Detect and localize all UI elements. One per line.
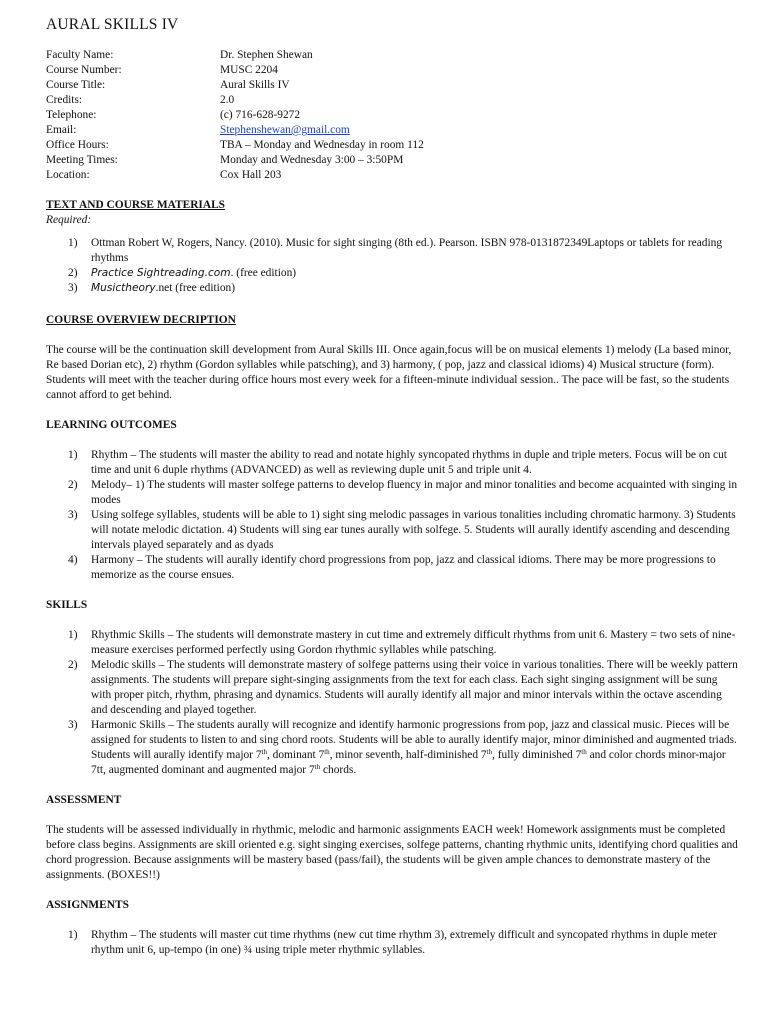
info-value: 2.0 (220, 94, 235, 106)
info-row-course-number (46, 63, 748, 78)
info-row-email (46, 123, 748, 138)
skills-list (46, 628, 748, 778)
list-item (46, 508, 748, 553)
info-value: (c) 716-628-9272 (220, 109, 301, 121)
info-label: Meeting Times: (46, 154, 118, 166)
info-label: Location: (46, 169, 90, 181)
list-text: Rhythm – The students will master the ability to read and notate highly syncopated rhythms in duple and triple meters. Focus will be on cut time and unit 6 duple rhythms (ADVANCED) as well as reviewing duple unit 5 and triple unit 4. (91, 449, 727, 476)
info-row-meeting-times (46, 153, 748, 168)
overview-heading: COURSE OVERVIEW DECRIPTION (46, 314, 236, 326)
skills-heading: SKILLS (46, 599, 88, 611)
list-number: 1) (68, 449, 78, 461)
list-number: 3) (68, 509, 78, 521)
list-text: Melodic skills – The students will demonstrate mastery of solfege patterns using their voice in various tonalities. There will be weekly pattern assignments. The students will prepare sight-singing assignments from the text for each class. Each sight singing assignment will be sung with proper pitch, rhythm, phrasing and dynamics. Students will aurally identify all major and minor intervals within the octave ascending and descending and played together. (91, 659, 738, 716)
info-value: TBA – Monday and Wednesday in room 112 (220, 139, 424, 151)
list-text: Melody– 1) The students will master solfege patterns to develop fluency in major and minor tonalities and become acquainted with singing in modes (91, 479, 738, 506)
info-label: Telephone: (46, 109, 97, 121)
info-value: Dr. Stephen Shewan (220, 49, 313, 61)
info-value: MUSC 2204 (220, 64, 278, 76)
info-label: Email: (46, 124, 77, 136)
list-text: .net (free edition) (155, 282, 236, 294)
info-label: Faculty Name: (46, 49, 114, 61)
list-item (46, 718, 748, 778)
outcomes-heading: LEARNING OUTCOMES (46, 419, 177, 431)
info-label: Office Hours: (46, 139, 109, 151)
info-label: Course Title: (46, 79, 106, 91)
info-row-course-title (46, 78, 748, 93)
assignments-list (46, 928, 748, 958)
info-row-faculty (46, 48, 748, 63)
info-label: Course Number: (46, 64, 122, 76)
materials-heading: TEXT AND COURSE MATERIALS (46, 199, 226, 211)
list-text: Using solfege syllables, students will be able to 1) sight sing melodic passages in various tonalities including chromatic harmony. 3) Students will notate melodic dictation. 4) Students will sing ear tunes aurally with solfege. 5. Students will aurally identify ascending and descending intervals played separately and as dyads (91, 509, 736, 551)
info-value: Aural Skills IV (220, 79, 290, 91)
list-number: 3) (68, 282, 78, 294)
list-item (46, 448, 748, 478)
info-row-credits (46, 93, 748, 108)
list-text: Ottman Robert W, Rogers, Nancy. (2010). Music for sight singing (8th ed.). Pearson. ISBN 978-0131872349Laptops or tablets for reading rhythms (91, 237, 723, 264)
document-title: AURAL SKILLS IV (46, 16, 179, 33)
materials-list (46, 236, 748, 296)
info-value: Monday and Wednesday 3:00 – 3:50PM (220, 154, 404, 166)
info-row-location (46, 168, 748, 183)
list-item (46, 236, 748, 266)
list-number: 3) (68, 719, 78, 731)
overview-text: The course will be the continuation skill development from Aural Skills III. Once again,focus will be on musical elements 1) melody (La based minor, Re based Dorian etc), 2) rhythm (Gordon syllables while patsching), and 3) harmony, ( pop, jazz and classical idioms) 4) Musical structure (form). Students will meet with the teacher during office hours most every week for a fifteen-minute individual session.. The pace will be fast, so the students cannot afford to get behind. (46, 344, 732, 401)
list-number: 4) (68, 554, 78, 566)
website-name: Practice Sightreading.com (91, 267, 231, 279)
list-item (46, 658, 748, 718)
list-item (46, 628, 748, 658)
list-number: 2) (68, 659, 78, 671)
list-text: . (free edition) (230, 267, 297, 279)
list-item (46, 266, 748, 281)
list-number: 2) (68, 479, 78, 491)
required-label: Required: (46, 214, 92, 226)
list-text: Harmony – The students will aurally identify chord progressions from pop, jazz and classical idioms. There may be more progressions to memorize as the course ensues. (91, 554, 716, 581)
email-link[interactable]: Stephenshewan@gmail.com (220, 124, 350, 136)
list-number: 1) (68, 929, 78, 941)
list-number: 1) (68, 629, 78, 641)
website-name: Musictheory (91, 282, 156, 294)
assessment-text: The students will be assessed individually in rhythmic, melodic and harmonic assignments EACH week! Homework assignments must be completed before class begins. Assignments are skill oriented e.g. sight singing exercises, solfege patterns, chanting rhythmic units, identifying chord qualities and chord progression. Because assignments will be mastery based (pass/fail), the students will be given ample chances to demonstrate mastery of the assignments. (BOXES!!) (46, 824, 738, 881)
list-text: Rhythmic Skills – The students will demonstrate mastery in cut time and extremely difficult rhythms from unit 6. Mastery = two sets of nine-measure exercises performed perfectly using Gordon rhythmic syllables while patsching. (91, 629, 736, 656)
info-label: Credits: (46, 94, 83, 106)
course-info (46, 48, 748, 183)
list-item (46, 281, 748, 296)
list-item (46, 478, 748, 508)
info-value: Cox Hall 203 (220, 169, 282, 181)
info-row-office-hours (46, 138, 748, 153)
info-row-telephone (46, 108, 748, 123)
list-number: 2) (68, 267, 78, 279)
list-text: Harmonic Skills – The students aurally will recognize and identify harmonic progressions from pop, jazz and classical music. Pieces will be assigned for students to listen to and sing chord roots. Students will be able to aurally identify major, minor diminished and augmented triads. Students will aurally identify major 7th, dominant 7th, minor seventh, half-diminished 7th, fully diminished 7th and color chords minor-major 7tt, augmented dominant and augmented major 7th chords. (91, 719, 737, 776)
list-item (46, 928, 748, 958)
list-item (46, 553, 748, 583)
list-text: Rhythm – The students will master cut time rhythms (new cut time rhythm 3), extremely difficult and syncopated rhythms in duple meter rhythm unit 6, up-tempo (in one) ¾ using triple meter rhythmic syllables. (91, 929, 717, 956)
list-number: 1) (68, 237, 78, 249)
assessment-heading: ASSESSMENT (46, 794, 122, 806)
outcomes-list (46, 448, 748, 583)
assignments-heading: ASSIGNMENTS (46, 899, 129, 911)
